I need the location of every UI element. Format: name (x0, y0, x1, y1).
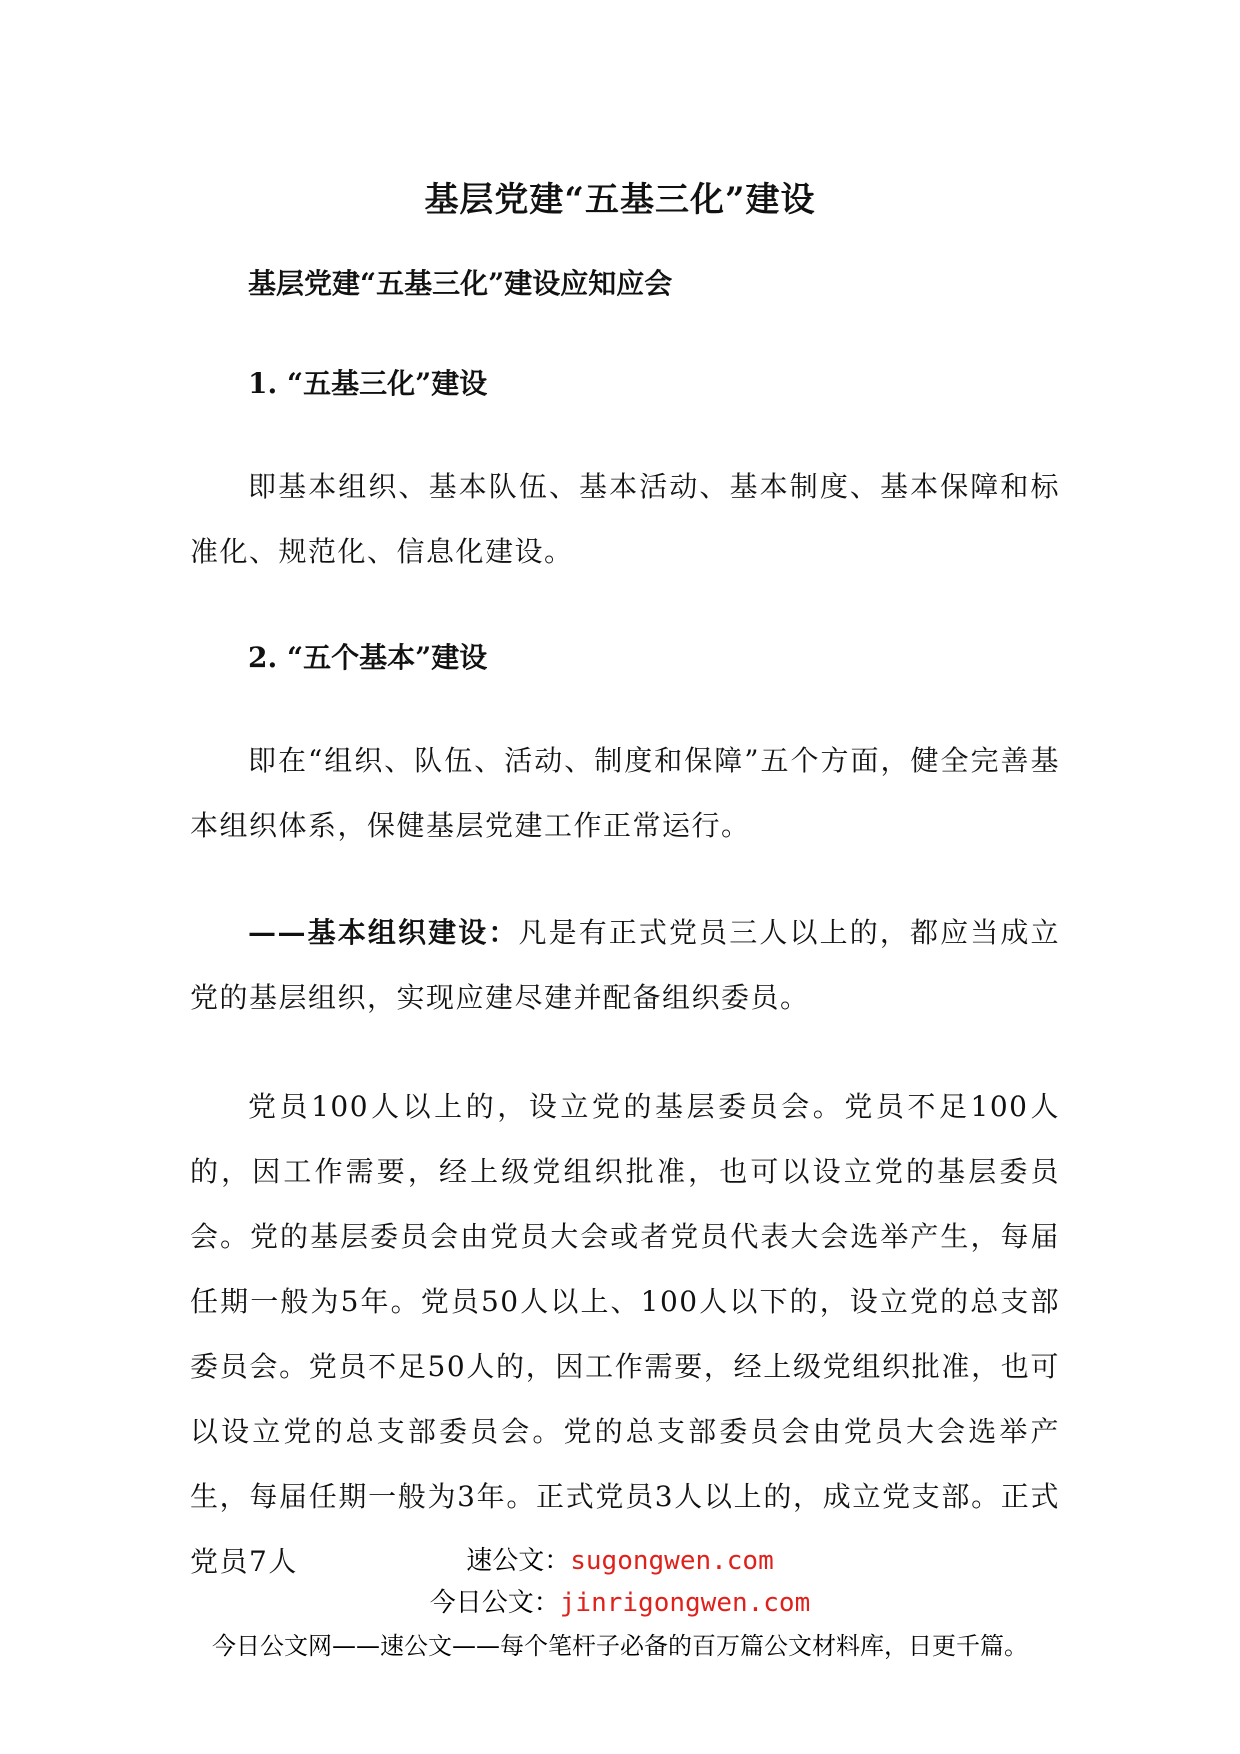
footer-label-2: 今日公文： (429, 1588, 560, 1618)
footer-tagline: 今日公文网——速公文——每个笔杆子必备的百万篇公文材料库，日更千篇。 (212, 1632, 1028, 1660)
section-heading-2: 2. “五个基本”建设 (248, 641, 488, 674)
members-paragraph: 党员100人以上的，设立党的基层委员会。党员不足100人的，因工作需要，经上级党组织批准，也可以设立党的基层委员会。党的基层委员会由党员大会或者党员代表大会选举产生，每届任期一般为5年。党员50人以上、100人以下的，设立党的总支部委员会。党员不足50人的，因工作需要，经上级党组织批准，也可以设立党的总支部委员会。党的总支部委员会由党员大会选举产生，每届任期一般为3年。正式党员3人以上的，成立党支部。正式党员7人 (190, 1090, 1060, 1578)
footer-line-2 (0, 1582, 1240, 1619)
section-paragraph-1: 即基本组织、基本队伍、基本活动、基本制度、基本保障和标准化、规范化、信息化建设。 (190, 470, 1060, 568)
section-paragraph-2: 即在“组织、队伍、活动、制度和保障”五个方面，健全完善基本组织体系，保健基层党建工作正常运行。 (190, 744, 1060, 842)
document-subtitle: 基层党建“五基三化”建设应知应会 (248, 267, 673, 300)
org-building-lead: ——基本组织建设： (248, 916, 519, 949)
footer-link-sugongwen[interactable]: sugongwen.com (570, 1546, 774, 1576)
footer-link-jinrigongwen[interactable]: jinrigongwen.com (559, 1588, 811, 1618)
footer-label-1: 速公文： (466, 1546, 571, 1576)
document-title: 基层党建“五基三化”建设 (424, 180, 816, 220)
org-building-paragraph (190, 900, 1060, 1030)
footer-line-1 (0, 1540, 1240, 1577)
section-heading-1: 1. “五基三化”建设 (248, 367, 488, 400)
org-building-text: 凡是有正式党员三人以上的，都应当成立党的基层组织，实现应建尽建并配备组织委员。 (190, 916, 1060, 1014)
